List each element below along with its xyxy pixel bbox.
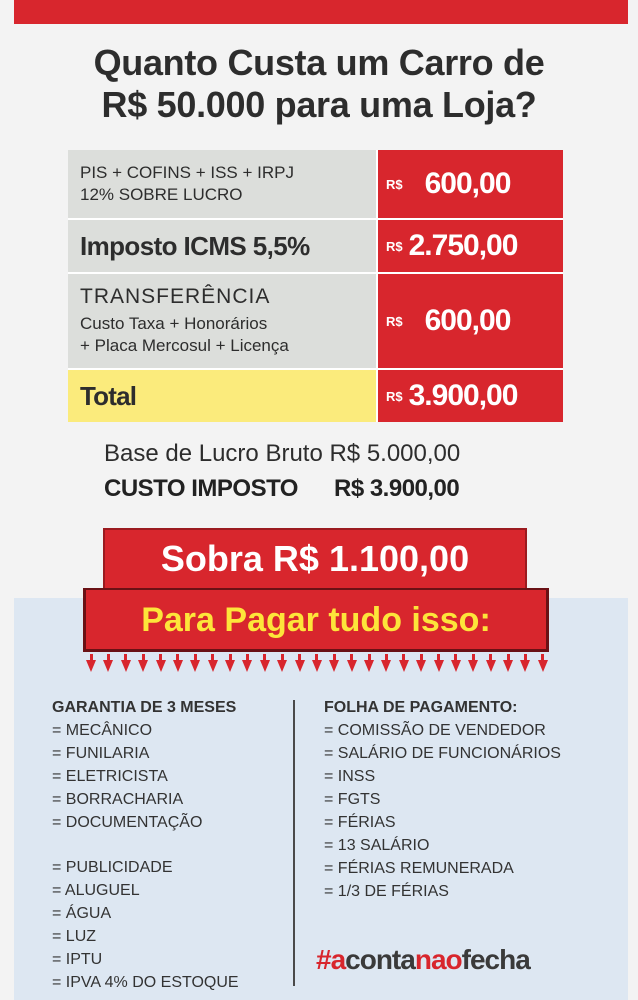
down-arrow-icon xyxy=(451,660,461,672)
list-item: = FÉRIAS REMUNERADA xyxy=(324,860,514,877)
tax-row-value xyxy=(376,370,563,422)
down-arrow-icon xyxy=(364,660,374,672)
list-item: = ELETRICISTA xyxy=(52,768,168,785)
tax-cost-line xyxy=(104,475,459,503)
top-banner-strip xyxy=(14,0,628,24)
tax-amount: 600,00 xyxy=(424,304,511,337)
down-arrow-icon xyxy=(347,660,357,672)
down-arrows-row xyxy=(86,656,548,676)
hashtag-part: conta xyxy=(345,944,415,975)
list-item: = INSS xyxy=(324,768,376,785)
tax-row-label: Imposto ICMS 5,5% xyxy=(68,220,376,272)
list-item: = FÉRIAS xyxy=(324,814,396,831)
expense-list xyxy=(52,719,239,834)
list-spacer xyxy=(52,834,239,856)
down-arrow-icon xyxy=(295,660,305,672)
list-item: = DOCUMENTAÇÃO xyxy=(52,814,203,831)
title-line-2: R$ 50.000 para uma Loja? xyxy=(101,84,537,125)
tax-row-total xyxy=(68,370,563,422)
list-item: = ÁGUA xyxy=(52,905,112,922)
tax-cost-value: R$ 3.900,00 xyxy=(333,475,460,502)
tax-amount: 2.750,00 xyxy=(408,229,518,262)
column-header: GARANTIA DE 3 MESES xyxy=(52,699,237,716)
tax-row-pis-cofins xyxy=(68,150,563,220)
hashtag-part: fecha xyxy=(461,944,530,975)
hashtag-part: nao xyxy=(414,944,462,975)
down-arrow-icon xyxy=(399,660,409,672)
tax-row-label-line: Custo Taxa + Honorários xyxy=(80,314,268,333)
tax-row-label-line: 12% SOBRE LUCRO xyxy=(80,185,243,204)
expense-list xyxy=(52,856,239,994)
tax-row-transferencia xyxy=(68,274,563,370)
tax-row-label xyxy=(68,150,376,218)
currency-symbol: R$ xyxy=(386,238,403,254)
down-arrow-icon xyxy=(138,660,148,672)
down-arrow-icon xyxy=(173,660,183,672)
tax-row-label: Total xyxy=(68,370,376,422)
list-item: = ALUGUEL xyxy=(52,882,140,899)
list-item: = MECÂNICO xyxy=(52,722,153,739)
down-arrow-icon xyxy=(121,660,131,672)
list-item: = IPTU xyxy=(52,951,103,968)
column-divider xyxy=(293,700,295,986)
list-item: = FUNILARIA xyxy=(52,745,150,762)
page-title xyxy=(0,42,638,126)
down-arrow-icon xyxy=(242,660,252,672)
down-arrow-icon xyxy=(225,660,235,672)
remainder-banner: Sobra R$ 1.100,00 xyxy=(103,528,527,590)
down-arrow-icon xyxy=(103,660,113,672)
tax-row-label-line: + Placa Mercosul + Licença xyxy=(80,336,289,355)
tax-row-value xyxy=(376,274,563,368)
list-item: = FGTS xyxy=(324,791,381,808)
down-arrow-icon xyxy=(156,660,166,672)
tax-cost-label: CUSTO IMPOSTO xyxy=(104,475,298,502)
pay-all-banner: Para Pagar tudo isso: xyxy=(83,588,549,652)
list-item: = PUBLICIDADE xyxy=(52,859,173,876)
down-arrow-icon xyxy=(208,660,218,672)
tax-row-label-line: PIS + COFINS + ISS + IRPJ xyxy=(80,163,294,182)
list-item: = 13 SALÁRIO xyxy=(324,837,430,854)
title-line-1: Quanto Custa um Carro de xyxy=(93,42,545,83)
tax-table xyxy=(68,150,563,422)
down-arrow-icon xyxy=(277,660,287,672)
tax-row-title: TRANSFERÊNCIA xyxy=(80,285,271,308)
down-arrow-icon xyxy=(416,660,426,672)
currency-symbol: R$ xyxy=(386,388,403,404)
column-header: FOLHA DE PAGAMENTO: xyxy=(324,699,518,716)
down-arrow-icon xyxy=(312,660,322,672)
down-arrow-icon xyxy=(260,660,270,672)
tax-amount: 3.900,00 xyxy=(408,379,518,412)
tax-row-value xyxy=(376,150,563,218)
down-arrow-icon xyxy=(86,660,96,672)
down-arrow-icon xyxy=(190,660,200,672)
tax-row-label xyxy=(68,274,376,368)
currency-symbol: R$ xyxy=(386,313,403,329)
down-arrow-icon xyxy=(503,660,513,672)
tax-row-value xyxy=(376,220,563,272)
list-item: = SALÁRIO DE FUNCIONÁRIOS xyxy=(324,745,561,762)
list-item: = BORRACHARIA xyxy=(52,791,184,808)
down-arrow-icon xyxy=(520,660,530,672)
list-item: = COMISSÃO DE VENDEDOR xyxy=(324,722,546,739)
tax-amount: 600,00 xyxy=(424,167,511,200)
hashtag xyxy=(316,944,530,976)
payroll-column xyxy=(324,696,561,903)
currency-symbol: R$ xyxy=(386,176,403,192)
down-arrow-icon xyxy=(434,660,444,672)
down-arrow-icon xyxy=(538,660,548,672)
down-arrow-icon xyxy=(486,660,496,672)
hashtag-part: #a xyxy=(316,944,346,975)
down-arrow-icon xyxy=(329,660,339,672)
down-arrow-icon xyxy=(381,660,391,672)
list-item: = IPVA 4% DO ESTOQUE xyxy=(52,974,239,991)
down-arrow-icon xyxy=(468,660,478,672)
warranty-column xyxy=(52,696,239,994)
list-item: = 1/3 DE FÉRIAS xyxy=(324,883,449,900)
list-item: = LUZ xyxy=(52,928,97,945)
expense-list xyxy=(324,719,561,903)
gross-profit-base: Base de Lucro Bruto R$ 5.000,00 xyxy=(104,440,461,467)
tax-row-icms xyxy=(68,220,563,274)
